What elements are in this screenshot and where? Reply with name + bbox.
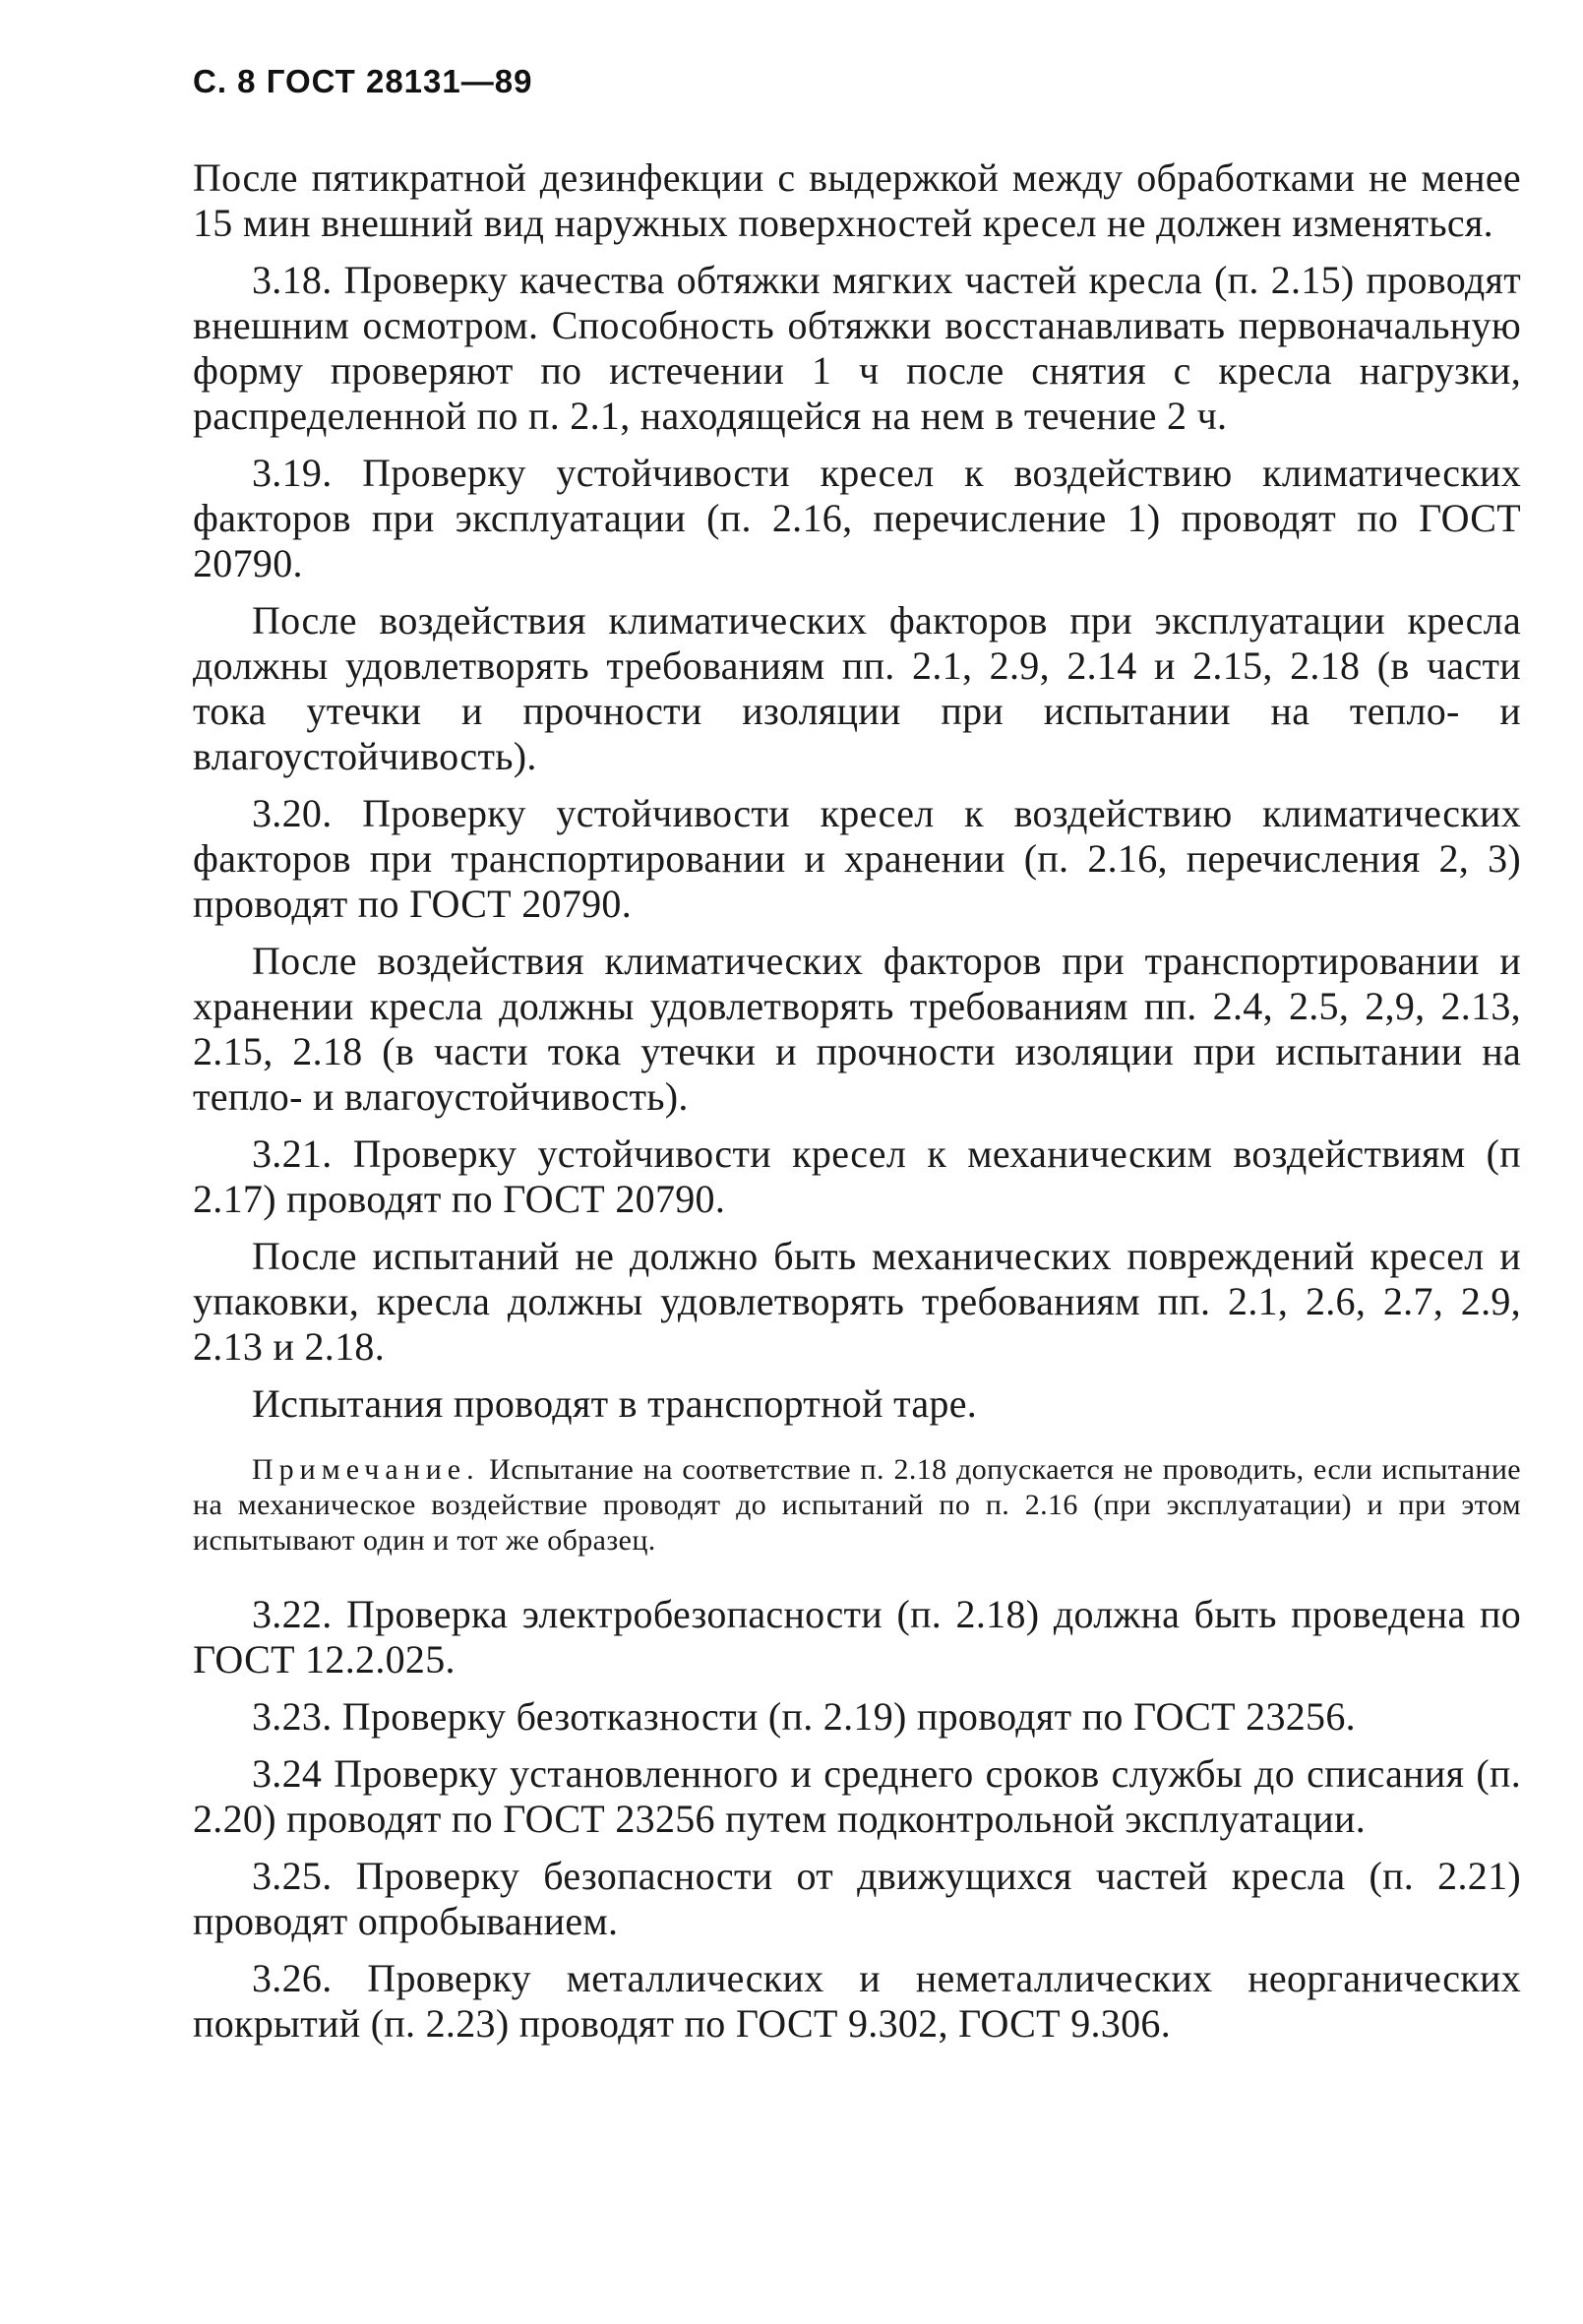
paragraph-3-23: 3.23. Проверку безотказности (п. 2.19) проводят по ГОСТ 23256. <box>252 1694 1356 1739</box>
paragraph-3-21-result: После испытаний не должно быть механических повреждений кресел и упаковки, кресла должны удовлетворять требованиям пп. 2.1, 2.6, 2.7, 2.9, 2.13 и 2.18. <box>193 1234 1521 1369</box>
note <box>193 1452 1521 1559</box>
document-body <box>193 155 1521 2058</box>
paragraph-3-20: 3.20. Проверку устойчивости кресел к воздействию климатических факторов при транспортировании и хранении (п. 2.16, перечисления 2, 3) проводят по ГОСТ 20790. <box>193 791 1521 926</box>
paragraph-disinfection: После пятикратной дезинфекции с выдержкой между обработками не менее 15 мин внешний вид наружных поверхностей кресел не должен изменяться. <box>193 155 1521 245</box>
page-header: С. 8 ГОСТ 28131—89 <box>193 63 533 99</box>
paragraph-3-20-result: После воздействия климатических факторов при транспортировании и хранении кресла должны удовлетворять требованиям пп. 2.4, 2.5, 2,9, 2.13, 2.15, 2.18 (в части тока утечки и прочности изоляции при испытании на тепло- и влагоустойчивость). <box>193 939 1521 1119</box>
note-label: Примечание. <box>252 1453 480 1486</box>
paragraph-3-22: 3.22. Проверка электробезопасности (п. 2.18) должна быть проведена по ГОСТ 12.2.025. <box>193 1592 1521 1682</box>
paragraph-3-24: 3.24 Проверку установленного и среднего сроков службы до списания (п. 2.20) проводят по ГОСТ 23256 путем подконтрольной эксплуатации. <box>193 1751 1521 1841</box>
note-text: Испытание на соответствие п. 2.18 допускается не проводить, если испытание на механическое воздействие проводят до испытаний по п. 2.16 (при эксплуатации) и при этом испытывают один и тот же образец. <box>193 1453 1521 1557</box>
paragraph-3-19-result: После воздействия климатических факторов при эксплуатации кресла должны удовлетворять требованиям пп. 2.1, 2.9, 2.14 и 2.15, 2.18 (в части тока утечки и прочности изоляции при испытании на тепло- и влагоустойчивость). <box>193 598 1521 778</box>
paragraph-3-21-tare: Испытания проводят в транспортной таре. <box>252 1381 978 1426</box>
paragraph-3-25: 3.25. Проверку безопасности от движущихся частей кресла (п. 2.21) проводят опробыванием. <box>193 1854 1521 1943</box>
paragraph-3-19: 3.19. Проверку устойчивости кресел к воздействию климатических факторов при эксплуатации (п. 2.16, перечисление 1) проводят по ГОСТ 20790. <box>193 451 1521 585</box>
paragraph-3-21: 3.21. Проверку устойчивости кресел к механическим воздействиям (п 2.17) проводят по ГОСТ 20790. <box>193 1131 1521 1221</box>
paragraph-3-18: 3.18. Проверку качества обтяжки мягких частей кресла (п. 2.15) проводят внешним осмотром. Способность обтяжки восстанавливать первоначальную форму проверяют по истечении 1 ч после снятия с кресла нагрузки, распределенной по п. 2.1, находящейся на нем в течение 2 ч. <box>193 258 1521 438</box>
paragraph-3-26: 3.26. Проверку металлических и неметаллических неорганических покрытий (п. 2.23) проводят по ГОСТ 9.302, ГОСТ 9.306. <box>193 1956 1521 2046</box>
